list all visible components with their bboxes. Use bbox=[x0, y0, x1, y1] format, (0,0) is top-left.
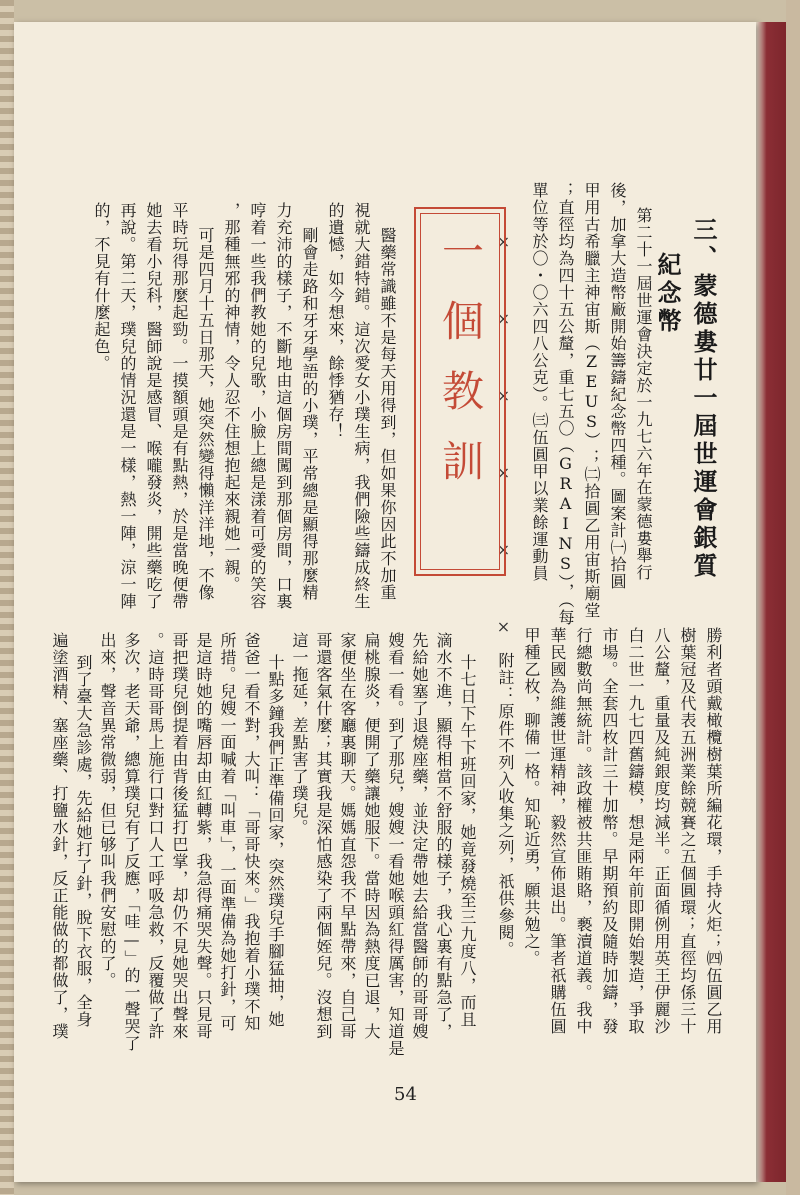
article2-col-8: 可是四月十五日那天，她突然變得懶洋洋地，不像 bbox=[196, 227, 215, 601]
article1-col-3: 甲用古希臘主神宙斯（ZEUS）；㈡拾圓乙用宙斯廟堂 bbox=[582, 182, 601, 619]
article2-cont-14: 。這時哥哥馬上施行口對口人工呼吸急救，反覆做了許 bbox=[146, 632, 165, 1040]
red-title-stamp bbox=[414, 207, 506, 576]
article2-col-1: 醫藥常識雖不是每天用得到，但如果你因此不加重 bbox=[378, 227, 397, 601]
article2-cont-2: 滴水不進，顯得相當不舒服的樣子，我心裏有點急了， bbox=[434, 632, 453, 1040]
article1-col-4: ；直徑均為四十五公釐，重七五〇（GRAINS），（每 bbox=[556, 182, 575, 626]
article1-col-2: 後，加拿大造幣廠開始籌鑄紀念幣四種。圖案計㈠拾圓 bbox=[608, 182, 627, 590]
article1-col-5: 單位等於〇・〇六四八公克）。㈢伍圓甲以業餘運動員 bbox=[530, 182, 549, 582]
article2-cont-18: 遍塗酒精、塞座藥、打鹽水針，反正能做的都做了，璞 bbox=[50, 632, 69, 1040]
article1-cont-4: 白二世一九七四舊鑄模，想是兩年前即開始製造，爭取 bbox=[626, 627, 645, 1035]
article-title: 三、蒙德婁廿一屆世運會銀質 bbox=[689, 217, 718, 581]
separator-marks: ×××××× bbox=[494, 232, 513, 694]
article2-col-12: 的，不見有什麼起色。 bbox=[92, 202, 111, 372]
article1-col-1: 第二十一屆世運會決定於一九七六年在蒙德婁舉行 bbox=[634, 207, 653, 581]
article2-cont-16: 出來，聲音異常微弱，但已够叫我們安慰的了。 bbox=[98, 632, 117, 989]
article2-cont-15: 多次，老天爺，總算璞兒有了反應，「哇—」的一聲哭了 bbox=[122, 632, 141, 1052]
article2-cont-11: 所措。兒嫂一面喊着「叫車」，一面準備為她打針，可 bbox=[218, 632, 237, 1032]
article2-cont-4: 嫂看一看。到了那兒，嫂嫂一看她喉頭紅得厲害，知道是 bbox=[386, 632, 405, 1057]
article2-col-9: 平時玩得那麼起勁。一摸額頭是有點熱，於是當晚便帶 bbox=[170, 202, 189, 610]
article1-cont-5: 市場。全套四枚計三十加幣。早期預約及隨時加鑄，發 bbox=[600, 627, 619, 1035]
article2-cont-7: 哥還客氣什麼；其實我是深怕感染了兩個姪兒。沒想到 bbox=[314, 632, 333, 1040]
article2-cont-3: 先給她塞了退燒座藥，並決定帶她去給當醫師的哥哥嫂 bbox=[410, 632, 429, 1040]
article2-cont-5: 扁桃腺炎，便開了藥讓她服下。當時因為熱度已退，大 bbox=[362, 632, 381, 1040]
background-edge bbox=[786, 0, 800, 1195]
article2-col-3: 的遺憾，如今想來，餘悸猶存！ bbox=[326, 202, 345, 440]
article2-col-7: ，那種無邪的神情，令人忍不住想抱起來親她一親。 bbox=[222, 202, 241, 593]
article2-cont-1: 十七日下午下班回家，她竟發燒至三九度八，而且 bbox=[458, 654, 477, 1028]
book-binding bbox=[0, 0, 14, 1195]
article2-col-4: 剛會走路和牙牙學語的小璞，平常總是顯得那麼精 bbox=[300, 227, 319, 601]
article-subtitle: 紀念幣 bbox=[653, 252, 682, 336]
book-cover-edge bbox=[756, 22, 786, 1182]
article1-note: 附註：原件不列入收集之列，祇供參閱。 bbox=[496, 652, 515, 958]
stamp-title: 一個教訓 bbox=[436, 229, 485, 509]
article1-cont-3: 八公釐，重量及純銀度均減半。正面循例用英王伊麗沙 bbox=[652, 627, 671, 1035]
article1-cont-8: 甲種乙枚，聊備一格。知恥近勇，願共勉之。 bbox=[522, 627, 541, 967]
article2-cont-17: 到了臺大急診處，先給她打了針，脫下衣服，全身 bbox=[74, 654, 93, 1028]
article1-cont-1: 勝利者頭戴橄欖樹葉所編花環，手持火炬；㈣伍圓乙用 bbox=[704, 627, 723, 1035]
article2-cont-13: 哥把璞兒倒提着由背後猛打巴掌，却仍不見她哭出聲來 bbox=[170, 632, 189, 1040]
page-number: 54 bbox=[394, 1084, 417, 1105]
article2-cont-10: 爸爸一看不對，大叫：「哥哥快來。」我抱着小璞不知 bbox=[242, 632, 261, 1032]
article2-col-11: 再說。第二天，璞兒的情況還是一樣，熱一陣，涼一陣 bbox=[118, 202, 137, 610]
article2-cont-6: 家便坐在客廳裏聊天。媽媽直怨我不早點帶來，自己哥 bbox=[338, 632, 357, 1040]
page bbox=[14, 22, 756, 1182]
article1-cont-6: 行總數尚無統計。該政權被共匪賄賂，褻瀆道義。我中 bbox=[574, 627, 593, 1035]
article2-col-2: 視就大錯特錯。這次愛女小璞生病，我們險些鑄成終生 bbox=[352, 202, 371, 610]
article1-cont-2: 樹葉冠及代表五洲業餘競賽之五個圓環；直徑均係三十 bbox=[678, 627, 697, 1035]
article2-cont-9: 十點多鐘我們正準備回家，突然璞兒手腳猛抽，她 bbox=[266, 654, 285, 1028]
article2-cont-8: 這一拖延，差點害了璞兒。 bbox=[290, 632, 309, 836]
article2-cont-12: 是這時她的嘴唇却由紅轉紫，我急得痛哭失聲。只見哥 bbox=[194, 632, 213, 1040]
article2-col-10: 她去看小兒科，醫師說是感冒、喉嚨發炎，開些藥吃了 bbox=[144, 202, 163, 610]
article2-col-6: 哼着一些我們教她的兒歌，小臉上總是漾着可愛的笑容 bbox=[248, 202, 267, 610]
article2-col-5: 力充沛的樣子，不斷地由這個房間闖到那個房間，口裏 bbox=[274, 202, 293, 610]
article1-cont-7: 華民國為維護世運精神，毅然宣佈退出。筆者祇購伍圓 bbox=[548, 627, 567, 1035]
